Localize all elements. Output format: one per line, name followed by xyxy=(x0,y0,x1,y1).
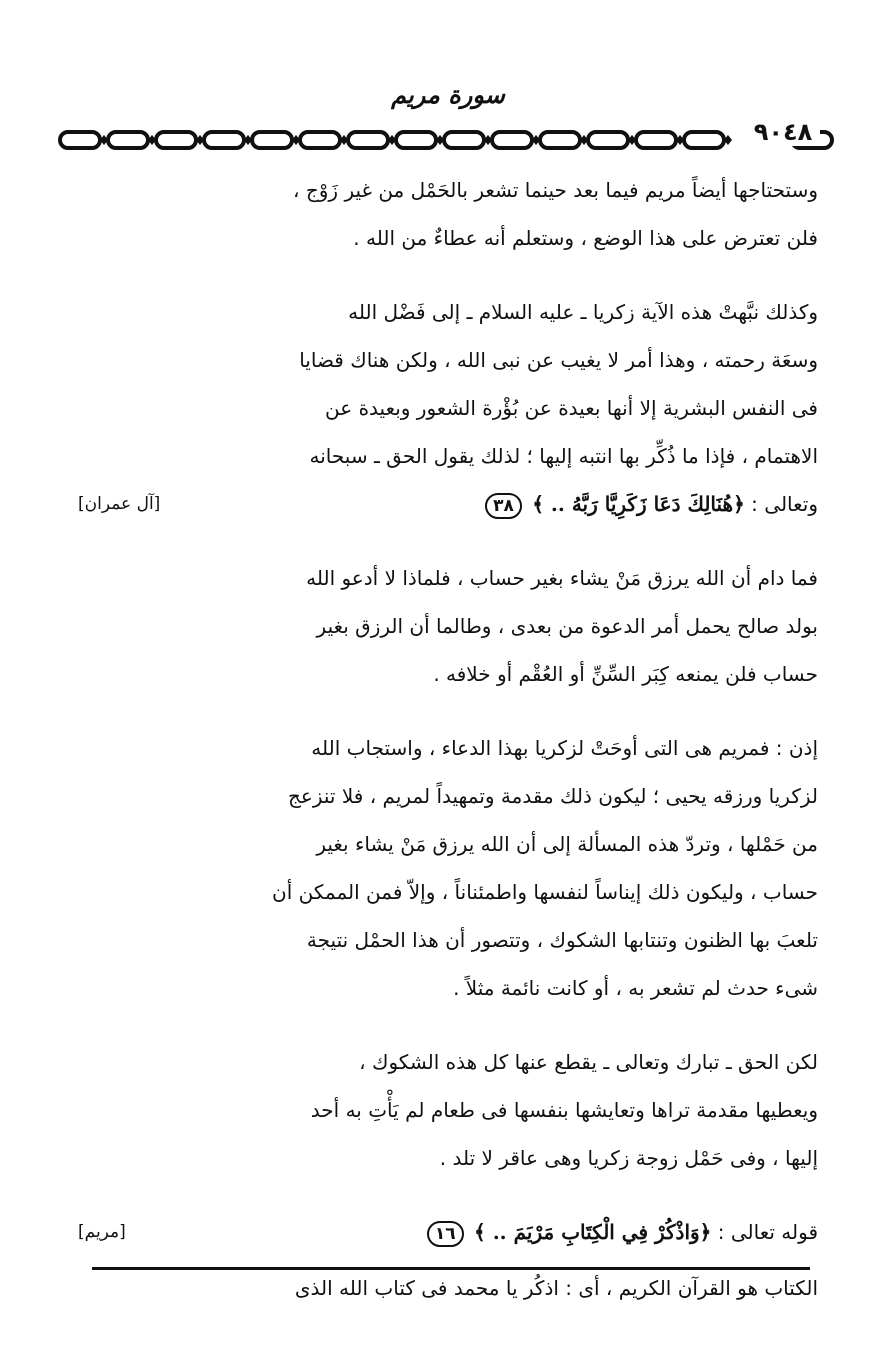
text-line: تلعبَ بها الظنون وتنتابها الشكوك ، وتتصور أن هذا الحمْل نتيجة xyxy=(306,928,818,952)
paragraph-3 xyxy=(78,554,818,698)
paragraph-4 xyxy=(78,724,818,1012)
text-line: وستحتاجها أيضاً مريم فيما بعد حينما تشعر بالحَمْل من غير زَوْج ، xyxy=(293,178,818,202)
paragraph-6 xyxy=(78,1208,818,1256)
text-line: فلن تعترض على هذا الوضع ، وستعلم أنه عطاءٌ من الله . xyxy=(353,226,818,250)
quran-verse: ﴿وَاذْكُرْ فِي الْكِتَابِ مَرْيَمَ .. ﴾ xyxy=(474,1220,712,1244)
verse-reference: [آل عمران] xyxy=(78,494,161,514)
page-body xyxy=(78,166,818,1338)
text-line: الكتاب هو القرآن الكريم ، أى : اذكُر يا محمد فى كتاب الله الذى xyxy=(294,1276,818,1300)
ornament-divider xyxy=(58,126,836,154)
paragraph-5 xyxy=(78,1038,818,1182)
text-line: من حَمْلها ، وتردّ هذه المسألة إلى أن الله يرزق مَنْ يشاء بغير xyxy=(316,832,818,856)
text-line: وكذلك نبَّهتْ هذه الآية زكريا ـ عليه السلام ـ إلى فَضْل الله xyxy=(348,300,818,324)
verse-number-badge: ٣٨ xyxy=(485,493,522,519)
text-line: بولد صالح يحمل أمر الدعوة من بعدى ، وطالما أن الرزق بغير xyxy=(316,614,818,638)
verse-reference: [مريم] xyxy=(78,1222,126,1242)
paragraph-7 xyxy=(78,1264,818,1312)
text-line: حساب فلن يمنعه كِبَر السِّنِّ أو العُقْم أو خلافه . xyxy=(433,662,818,686)
verse-number-badge: ١٦ xyxy=(427,1221,464,1247)
text-line: فى النفس البشرية إلا أنها بعيدة عن بُؤْرة الشعور وبعيدة عن xyxy=(325,396,818,420)
verse-line xyxy=(78,1208,818,1256)
text-line: لزكريا ورزقه يحيى ؛ ليكون ذلك مقدمة وتمهيداً لمريم ، فلا تنزعج xyxy=(288,784,818,808)
paragraph-2 xyxy=(78,288,818,528)
text-line: شىء حدث لم تشعر به ، أو كانت نائمة مثلاً . xyxy=(453,976,818,1000)
text-line: وسعَة رحمته ، وهذا أمر لا يغيب عن نبى الله ، ولكن هناك قضايا xyxy=(299,348,818,372)
text-line: إذن : فمريم هى التى أوحَتْ لزكريا بهذا الدعاء ، واستجاب الله xyxy=(311,736,818,760)
text-line: إليها ، وفى حَمْل زوجة زكريا وهى عاقر لا تلد . xyxy=(439,1146,818,1170)
footer-rule xyxy=(92,1267,810,1270)
quran-verse: ﴿هُنَالِكَ دَعَا زَكَرِيَّا رَبَّهُ .. ﴾ xyxy=(532,492,745,516)
page-number: ٩٠٤٨ xyxy=(746,118,820,146)
verse-intro: قوله تعالى : xyxy=(717,1220,818,1244)
text-line: الاهتمام ، فإذا ما ذُكِّر بها انتبه إليها ؛ لذلك يقول الحق ـ سبحانه xyxy=(309,444,818,468)
verse-intro: وتعالى : xyxy=(751,492,818,516)
text-line: ويعطيها مقدمة تراها وتعايشها بنفسها فى طعام لم يَأْتِ به أحد xyxy=(310,1098,818,1122)
text-line: لكن الحق ـ تبارك وتعالى ـ يقطع عنها كل هذه الشكوك ، xyxy=(359,1050,818,1074)
text-line: حساب ، وليكون ذلك إيناساً لنفسها واطمئناناً ، وإلاّ فمن الممكن أن xyxy=(272,880,818,904)
surah-title: سورة مريم xyxy=(391,80,505,109)
paragraph-1 xyxy=(78,166,818,262)
text-line: فما دام أن الله يرزق مَنْ يشاء بغير حساب ، فلماذا لا أدعو الله xyxy=(306,566,818,590)
verse-line xyxy=(78,480,818,528)
